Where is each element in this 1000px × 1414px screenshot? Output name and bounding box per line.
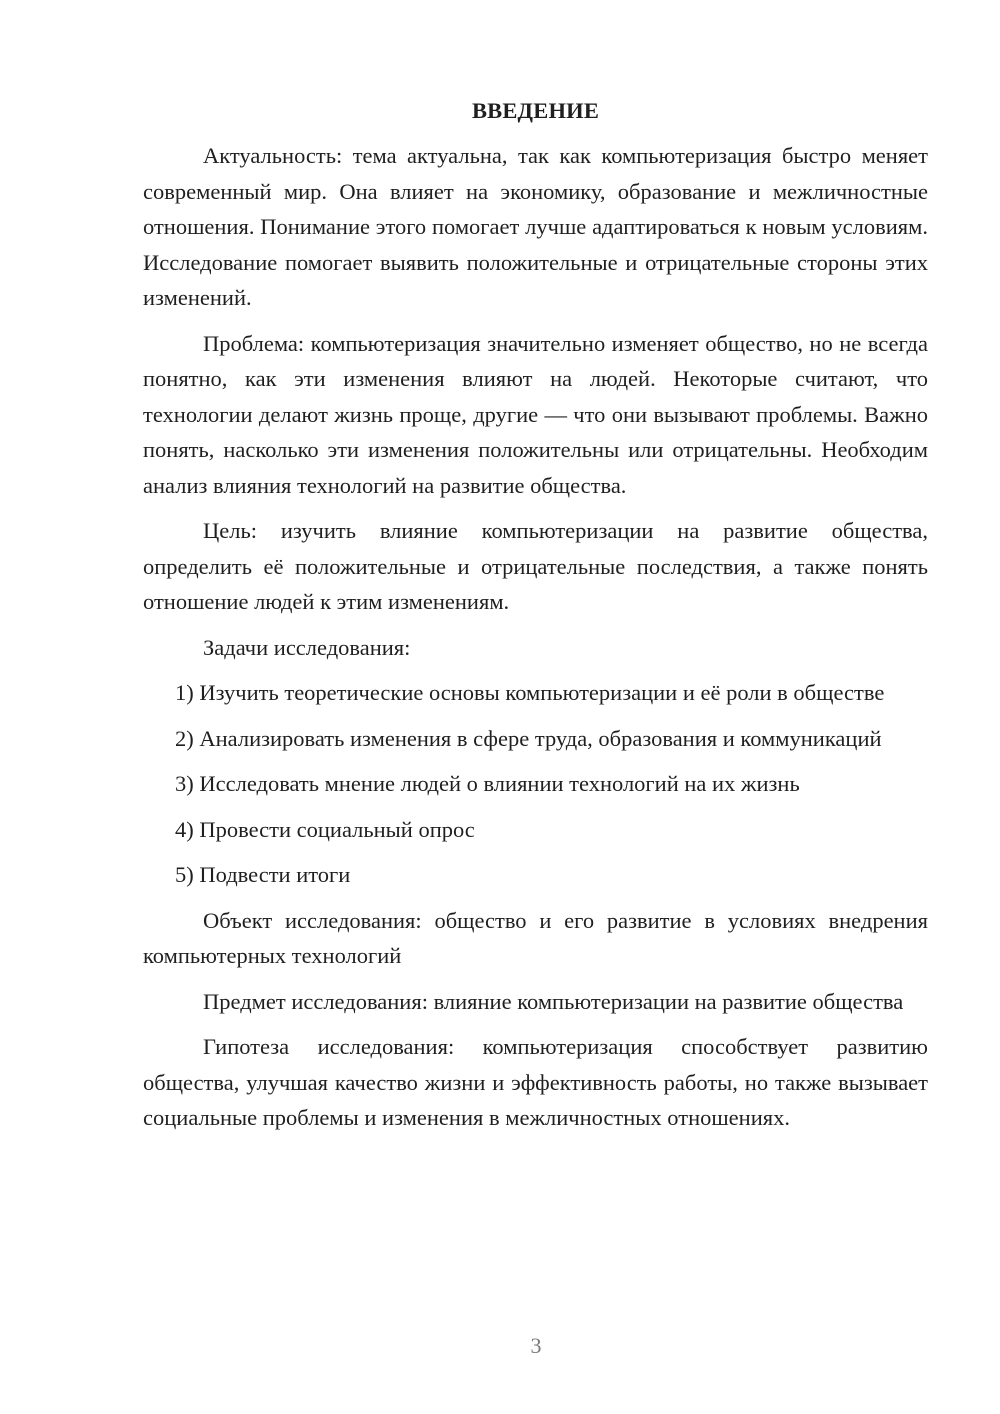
task-item-3: 3) Исследовать мнение людей о влиянии технологий на их жизнь	[175, 771, 800, 796]
tasks-heading: Задачи исследования:	[203, 634, 411, 660]
object-paragraph: Объект исследования: общество и его развитие в условиях внедрения компьютерных технологий	[143, 907, 928, 968]
goal-paragraph: Цель: изучить влияние компьютеризации на развитие общества, определить её положительные и отрицательные последствия, а также понять отношение людей к этим изменениям.	[143, 518, 928, 614]
section-title: ВВЕДЕНИЕ	[471, 98, 600, 123]
page-content	[143, 96, 928, 1146]
task-item-4: 4) Провести социальный опрос	[175, 816, 475, 842]
subject-paragraph: Предмет исследования: влияние компьютеризации на развитие общества	[203, 988, 904, 1014]
task-item-2: 2) Анализировать изменения в сфере труда, образования и коммуникаций	[175, 725, 882, 751]
relevance-paragraph: Актуальность: тема актуальна, так как компьютеризация быстро меняет современный мир. Она влияет на экономику, образование и межличностные отношения. Понимание этого помогает лучше адаптироваться к новым условиям. Исследование помогает выявить положительные и отрицательные стороны этих изменений.	[143, 143, 928, 310]
page-number: 3	[530, 1333, 542, 1358]
hypothesis-paragraph: Гипотеза исследования: компьютеризация способствует развитию общества, улучшая качество жизни и эффективность работы, но также вызывает социальные проблемы и изменения в межличностных отношениях.	[143, 1034, 928, 1130]
task-item-1: 1) Изучить теоретические основы компьютеризации и её роли в обществе	[175, 680, 885, 705]
task-item-5: 5) Подвести итоги	[175, 862, 351, 887]
problem-paragraph: Проблема: компьютеризация значительно изменяет общество, но не всегда понятно, как эти изменения влияют на людей. Некоторые считают, что технологии делают жизнь проще, другие — что они вызывают проблемы. Важно понять, насколько эти изменения положительны или отрицательны. Необходим анализ влияния технологий на развитие общества.	[143, 330, 928, 498]
